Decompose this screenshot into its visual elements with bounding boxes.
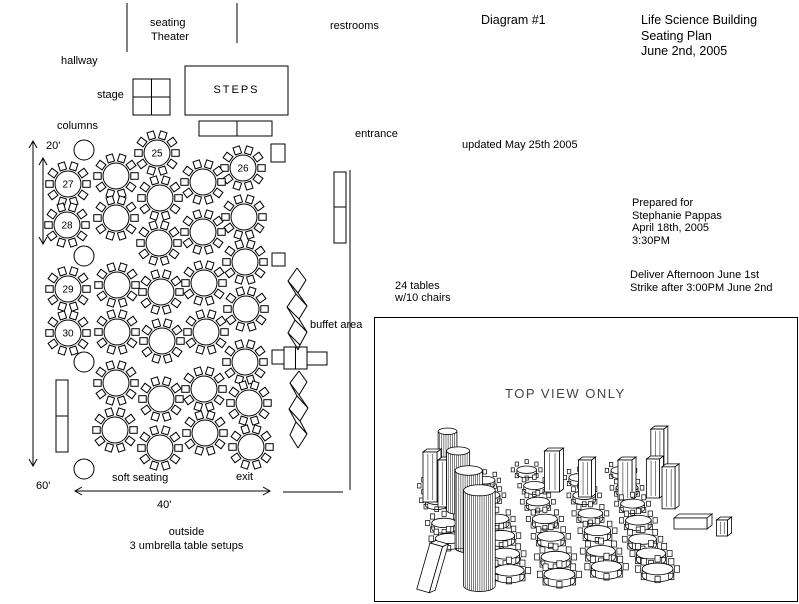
3d-item — [630, 541, 672, 567]
updated-note: updated May 25th 2005 — [462, 139, 578, 151]
table — [223, 340, 267, 384]
table-25 — [135, 131, 179, 175]
title-line-2: Seating Plan — [641, 29, 712, 43]
table — [95, 310, 139, 354]
dimension-40ft-label: 40' — [157, 499, 172, 511]
round-column — [74, 246, 94, 266]
outside-block — [120, 525, 253, 553]
entrance-label: entrance — [355, 128, 398, 140]
prepared-line-2: Stephanie Pappas — [632, 209, 722, 222]
3d-item — [579, 457, 596, 497]
dimension-arrow-60ft — [29, 141, 37, 466]
table — [137, 221, 181, 265]
table — [138, 176, 182, 220]
hallway-label: hallway — [61, 55, 98, 67]
table-27 — [46, 162, 90, 206]
dimension-20ft-label: 20' — [46, 140, 61, 152]
outside-line-2: 3 umbrella table setups — [129, 540, 244, 552]
3d-item — [585, 553, 629, 580]
deliver-line-2: Strike after 3:00PM June 2nd — [630, 282, 773, 294]
prepared-line-3: April 18th, 2005 — [632, 222, 710, 234]
3d-item — [537, 561, 581, 588]
table — [229, 425, 273, 469]
prepared-line-4: 3:30PM — [632, 234, 670, 247]
table — [138, 426, 182, 470]
table — [224, 287, 268, 331]
buffet-area-label: buffet area — [310, 319, 363, 331]
buffet-tables-shape — [272, 347, 327, 369]
svg-text:30: 30 — [62, 328, 74, 340]
round-column — [74, 140, 94, 160]
3d-item — [636, 556, 680, 583]
tables-note-block — [395, 280, 451, 304]
diagram-number: Diagram #1 — [481, 13, 546, 27]
exit-label: exit — [236, 471, 254, 483]
table — [140, 319, 184, 363]
table — [181, 210, 225, 254]
table — [182, 367, 226, 411]
table — [183, 411, 227, 455]
svg-text:26: 26 — [237, 163, 249, 175]
theater-label: Theater — [151, 31, 189, 43]
table-26 — [221, 146, 265, 190]
tables-note-line-2: w/10 chairs — [395, 292, 451, 304]
3d-item — [464, 485, 496, 592]
table-28 — [45, 203, 89, 247]
deliver-line-1: Deliver Afternoon June 1st — [630, 269, 760, 281]
svg-text:27: 27 — [62, 179, 74, 191]
round-column — [74, 459, 94, 479]
table — [227, 381, 271, 425]
table — [182, 261, 226, 305]
seating-label: seating — [150, 17, 186, 29]
steps-label: STEPS — [213, 84, 260, 96]
tables-layer — [45, 131, 273, 470]
delivery-block — [630, 269, 772, 295]
table — [95, 263, 139, 307]
table — [94, 196, 138, 240]
svg-text:29: 29 — [62, 284, 74, 296]
buffet-serpentine-upper — [287, 268, 307, 350]
stage-label: stage — [97, 89, 124, 101]
table — [139, 377, 183, 421]
buffet-serpentine-lower — [289, 371, 308, 448]
outside-line-1: outside — [168, 526, 205, 538]
dimension-arrow-20ft — [39, 158, 47, 244]
square-column — [272, 253, 285, 266]
table-30 — [46, 311, 90, 355]
soft-seating-shape — [56, 380, 68, 452]
title-line-3: June 2nd, 2005 — [641, 44, 728, 58]
stage-shape — [133, 79, 170, 115]
top-view-only-label: TOP VIEW ONLY — [505, 386, 626, 401]
prepared-line-1: Prepared for — [632, 197, 694, 209]
soft-seating-label: soft seating — [112, 472, 169, 484]
3d-item — [545, 448, 564, 492]
table — [222, 195, 266, 239]
title-line-1: Life Science Building — [641, 13, 758, 27]
dimension-60ft-label: 60' — [36, 480, 51, 492]
3d-item — [662, 464, 679, 509]
table — [184, 310, 228, 354]
round-column — [74, 352, 94, 372]
table — [93, 408, 137, 452]
restrooms-label: restrooms — [330, 20, 379, 32]
prepared-block — [632, 197, 722, 247]
square-column — [271, 144, 285, 162]
table-29 — [46, 267, 90, 311]
3d-item — [580, 538, 622, 564]
table — [94, 361, 138, 405]
entrance-door-shape — [334, 172, 346, 243]
columns-label: columns — [57, 120, 98, 132]
table — [181, 160, 225, 204]
table — [223, 240, 267, 284]
dimension-arrow-40ft — [75, 487, 270, 495]
table — [139, 270, 183, 314]
svg-text:28: 28 — [61, 220, 73, 232]
svg-text:25: 25 — [151, 148, 163, 160]
3d-item — [647, 456, 664, 498]
table — [94, 154, 138, 198]
steps-landing-shape — [199, 121, 272, 136]
tables-note-line-1: 24 tables — [395, 280, 440, 292]
